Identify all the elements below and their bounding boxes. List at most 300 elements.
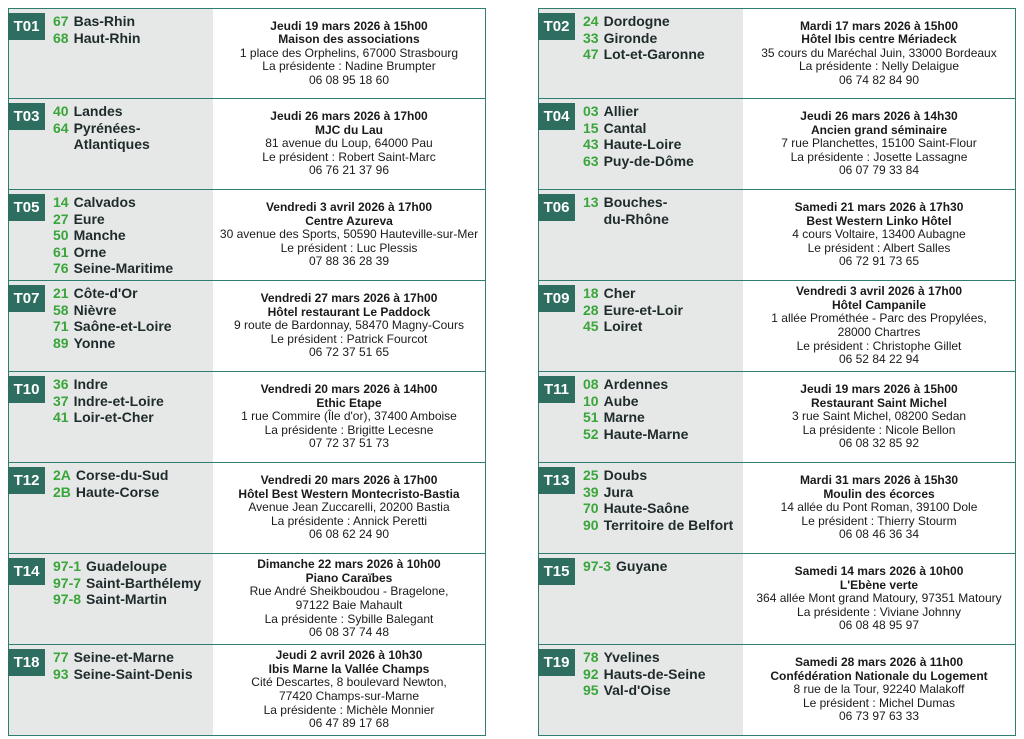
- meeting-details: [213, 99, 485, 189]
- venue-name: L'Ebène verte: [839, 577, 919, 592]
- department-item: [53, 393, 213, 410]
- department-name: Loir-et-Cher: [73, 409, 154, 425]
- venue-address: 8 rue de la Tour, 92240 Malakoff: [793, 682, 965, 697]
- department-number: 97-1: [53, 558, 82, 574]
- meeting-card-t10: [8, 372, 486, 463]
- department-name: Calvados: [73, 194, 136, 210]
- department-item: [583, 153, 743, 170]
- department-number: 28: [583, 301, 599, 318]
- meeting-card-t11: [538, 372, 1016, 463]
- meeting-card-t05: [8, 190, 486, 281]
- territory-code-badge: T09: [538, 285, 575, 312]
- territory-code-badge: T01: [8, 13, 45, 40]
- department-name: Haut-Rhin: [73, 29, 141, 46]
- contact-phone: 06 47 89 17 68: [308, 716, 390, 731]
- venue-name: Confédération Nationale du Logement: [770, 668, 988, 683]
- department-item: [53, 244, 213, 261]
- contact-phone: 06 08 95 18 60: [308, 72, 390, 87]
- department-item: [583, 318, 743, 335]
- venue-name: Hôtel Ibis centre Mériadeck: [801, 32, 957, 47]
- territory-code-badge: T04: [538, 103, 575, 130]
- meeting-card-t19: [538, 645, 1016, 736]
- contact-person: La présidente : Michèle Monnier: [263, 702, 435, 717]
- territory-code-badge: T07: [8, 285, 45, 312]
- department-list: [583, 376, 743, 442]
- department-number: 10: [583, 392, 599, 409]
- department-item: [53, 285, 213, 302]
- venue-name: Centre Azureva: [305, 213, 393, 228]
- meeting-date: Jeudi 19 mars 2026 à 15h00: [800, 382, 958, 397]
- meeting-date: Vendredi 20 mars 2026 à 17h00: [260, 473, 438, 488]
- contact-person: Le président : Christophe Gillet: [796, 338, 962, 353]
- meeting-card-t03: [8, 99, 486, 190]
- department-number: 41: [53, 409, 69, 425]
- contact-phone: 06 72 91 73 65: [838, 254, 920, 269]
- department-item: [583, 484, 743, 501]
- contact-person: La présidente : Sybille Balegant: [264, 611, 434, 626]
- department-list: [53, 649, 213, 682]
- meeting-date: Jeudi 2 avril 2026 à 10h30: [275, 648, 423, 663]
- department-item: [53, 103, 213, 120]
- meeting-details: [213, 463, 485, 553]
- department-name: Guyane: [616, 558, 668, 574]
- department-list: [53, 285, 213, 351]
- department-item: [53, 666, 213, 683]
- department-item: [53, 649, 213, 666]
- territory-code-badge: T12: [8, 467, 45, 494]
- venue-address: 7 rue Planchettes, 15100 Saint-Flour: [781, 136, 977, 151]
- department-item: [53, 260, 213, 277]
- meeting-details: [743, 372, 1015, 462]
- department-name: Aube: [603, 392, 639, 409]
- department-number: 43: [583, 136, 599, 152]
- department-item: [583, 666, 743, 683]
- venue-address: 9 route de Bardonnay, 58470 Magny-Cours: [234, 318, 464, 333]
- contact-person: La présidente : Nicole Bellon: [802, 422, 956, 437]
- territory-code-badge: T06: [538, 194, 575, 221]
- territory-panel: [9, 99, 213, 189]
- department-name: Cantal: [603, 119, 647, 136]
- department-name: Haute-Saône: [603, 500, 690, 516]
- territory-code-badge: T19: [538, 649, 575, 676]
- contact-person: La présidente : Viviane Johnny: [797, 604, 961, 619]
- contact-phone: 07 88 36 28 39: [308, 254, 390, 269]
- department-item: [583, 46, 743, 63]
- venue-address: 14 allée du Pont Roman, 39100 Dole: [780, 500, 978, 515]
- department-item: [583, 649, 743, 666]
- venue-name: Best Western Linko Hôtel: [806, 213, 952, 228]
- department-name: Puy-de-Dôme: [603, 152, 694, 169]
- department-item: [583, 376, 743, 393]
- venue-name: Hôtel Best Western Montecristo-Bastia: [238, 486, 460, 501]
- venue-name: Maison des associations: [278, 32, 420, 47]
- department-item: [583, 103, 743, 120]
- contact-phone: 06 08 37 74 48: [308, 625, 390, 640]
- department-list: [583, 649, 743, 699]
- department-number: 89: [53, 334, 69, 351]
- venue-address: 97122 Baie Mahault: [295, 598, 403, 612]
- department-name: Côte-d'Or: [73, 285, 138, 301]
- meeting-date: Mardi 31 mars 2026 à 15h30: [799, 473, 959, 488]
- territory-panel: [9, 281, 213, 371]
- venue-name: Hôtel restaurant Le Paddock: [267, 304, 431, 319]
- venue-name: Ancien grand séminaire: [810, 122, 948, 137]
- department-name: Loiret: [603, 318, 643, 334]
- department-item: [583, 194, 743, 227]
- territory-panel: [539, 463, 743, 553]
- meeting-card-t12: [8, 463, 486, 554]
- department-item: [583, 136, 743, 153]
- meeting-date: Samedi 14 mars 2026 à 10h00: [794, 564, 964, 579]
- contact-phone: 06 73 97 63 33: [838, 709, 920, 724]
- territory-panel: [539, 281, 743, 371]
- department-item: [53, 120, 213, 153]
- department-item: [583, 409, 743, 426]
- meeting-details: [743, 190, 1015, 280]
- department-name: Bouches- du-Rhône: [603, 194, 669, 227]
- department-number: 47: [583, 46, 599, 62]
- territory-panel: [9, 645, 213, 735]
- department-number: 24: [583, 13, 599, 29]
- department-name: Indre: [73, 376, 108, 392]
- left-column: [8, 8, 486, 736]
- meeting-details: [213, 645, 485, 735]
- department-name: Haute-Corse: [75, 483, 160, 500]
- department-name: Doubs: [603, 467, 648, 483]
- contact-phone: 06 07 79 33 84: [838, 163, 920, 178]
- department-number: 2B: [53, 483, 71, 500]
- venue-name: Piano Caraïbes: [305, 570, 393, 585]
- meeting-details: [213, 372, 485, 462]
- department-name: Orne: [73, 243, 107, 260]
- meeting-date: Jeudi 26 mars 2026 à 14h30: [800, 109, 958, 124]
- department-item: [53, 302, 213, 319]
- department-number: 64: [53, 119, 69, 136]
- territory-panel: [539, 372, 743, 462]
- department-list: [53, 376, 213, 426]
- department-number: 37: [53, 392, 69, 409]
- meeting-card-t14: [8, 554, 486, 645]
- meeting-card-t18: [8, 645, 486, 736]
- territory-code-badge: T13: [538, 467, 575, 494]
- territory-panel: [9, 9, 213, 98]
- department-name: Territoire de Belfort: [603, 516, 734, 533]
- department-number: 58: [53, 301, 69, 318]
- department-name: Saône-et-Loire: [73, 318, 172, 334]
- territory-code-badge: T14: [8, 558, 45, 585]
- department-name: Yvelines: [603, 649, 660, 665]
- venue-address: 3 rue Saint Michel, 08200 Sedan: [791, 409, 967, 424]
- territory-panel: [9, 554, 213, 644]
- department-item: [53, 376, 213, 393]
- contact-person: La présidente : Nelly Delaigue: [798, 59, 960, 74]
- department-name: Allier: [603, 103, 639, 119]
- department-list: [583, 558, 743, 575]
- department-name: Val-d'Oise: [603, 682, 671, 698]
- department-item: [583, 120, 743, 137]
- department-name: Haute-Loire: [603, 136, 682, 152]
- meeting-date: Vendredi 20 mars 2026 à 14h00: [260, 382, 438, 397]
- venue-name: MJC du Lau: [315, 122, 383, 137]
- venue-address: 81 avenue du Loup, 64000 Pau: [265, 136, 433, 151]
- department-number: 39: [583, 483, 599, 500]
- territory-panel: [9, 463, 213, 553]
- territory-code-badge: T05: [8, 194, 45, 221]
- department-item: [53, 409, 213, 426]
- territory-code-badge: T18: [8, 649, 45, 676]
- department-list: [53, 558, 213, 608]
- department-number: 15: [583, 119, 599, 136]
- department-number: 51: [583, 409, 599, 425]
- department-number: 45: [583, 318, 599, 334]
- contact-person: La présidente : Nadine Brumpter: [262, 59, 436, 74]
- territory-code-badge: T03: [8, 103, 45, 130]
- contact-phone: 06 08 46 36 34: [838, 527, 920, 542]
- meeting-details: [213, 554, 485, 644]
- meeting-details: [213, 281, 485, 371]
- department-number: 97-7: [53, 574, 82, 591]
- department-number: 52: [583, 425, 599, 442]
- department-name: Dordogne: [603, 13, 670, 29]
- meeting-details: [743, 9, 1015, 98]
- department-name: Eure-et-Loir: [603, 301, 683, 318]
- meeting-card-t02: [538, 8, 1016, 99]
- department-number: 14: [53, 194, 69, 210]
- department-item: [583, 13, 743, 30]
- contact-person: Le président : Luc Plessis: [280, 240, 418, 255]
- department-number: 90: [583, 516, 599, 533]
- venue-address: 35 cours du Maréchal Juin, 33000 Bordeaux: [761, 45, 997, 60]
- department-name: Pyrénées- Atlantiques: [73, 119, 150, 152]
- department-number: 33: [583, 29, 599, 46]
- contact-phone: 06 08 62 24 90: [308, 527, 390, 542]
- department-item: [583, 558, 743, 575]
- department-name: Eure: [73, 210, 105, 227]
- department-number: 70: [583, 500, 599, 516]
- department-name: Seine-Saint-Denis: [73, 665, 193, 682]
- territory-panel: [539, 9, 743, 98]
- department-item: [583, 517, 743, 534]
- contact-phone: 06 52 84 22 94: [838, 352, 920, 367]
- department-name: Seine-et-Marne: [73, 649, 174, 665]
- department-name: Haute-Marne: [603, 425, 689, 442]
- venue-address: Rue André Sheikboudou - Bragelone,: [249, 584, 449, 599]
- venue-address: Cité Descartes, 8 boulevard Newton,: [251, 675, 447, 690]
- department-list: [53, 467, 213, 500]
- department-number: 68: [53, 29, 69, 46]
- department-name: Jura: [603, 483, 634, 500]
- venue-address: 28000 Chartres: [837, 325, 921, 339]
- department-number: 25: [583, 467, 599, 483]
- department-number: 93: [53, 665, 69, 682]
- meeting-details: [743, 99, 1015, 189]
- meeting-date: Vendredi 27 mars 2026 à 17h00: [260, 291, 438, 306]
- department-name: Ardennes: [603, 376, 669, 392]
- department-name: Hauts-de-Seine: [603, 665, 706, 682]
- meeting-card-t01: [8, 8, 486, 99]
- department-name: Yonne: [73, 334, 116, 351]
- department-number: 71: [53, 318, 69, 334]
- meeting-date: Dimanche 22 mars 2026 à 10h00: [257, 557, 441, 572]
- department-item: [53, 484, 213, 501]
- department-number: 76: [53, 260, 69, 276]
- territory-code-badge: T10: [8, 376, 45, 403]
- meeting-card-t13: [538, 463, 1016, 554]
- venue-address: 1 rue Commire (Île d'or), 37400 Amboise: [241, 409, 457, 424]
- contact-person: Le président : Patrick Fourcot: [270, 331, 428, 346]
- department-item: [53, 211, 213, 228]
- department-item: [583, 467, 743, 484]
- department-name: Marne: [603, 409, 645, 425]
- territory-panel: [539, 99, 743, 189]
- department-number: 21: [53, 285, 69, 301]
- department-item: [53, 558, 213, 575]
- department-item: [53, 13, 213, 30]
- meeting-date: Jeudi 19 mars 2026 à 15h00: [270, 18, 428, 33]
- department-number: 77: [53, 649, 69, 665]
- department-item: [53, 591, 213, 608]
- department-list: [583, 194, 743, 227]
- meeting-card-t06: [538, 190, 1016, 281]
- department-number: 08: [583, 376, 599, 392]
- department-name: Manche: [73, 227, 126, 243]
- department-list: [583, 103, 743, 169]
- venue-address: 30 avenue des Sports, 50590 Hauteville-sur-Mer: [219, 227, 479, 242]
- department-item: [53, 227, 213, 244]
- meeting-card-t09: [538, 281, 1016, 372]
- meeting-details: [743, 645, 1015, 735]
- venue-address: Avenue Jean Zuccarelli, 20200 Bastia: [248, 500, 450, 515]
- department-number: 36: [53, 376, 69, 392]
- department-name: Gironde: [603, 29, 658, 46]
- department-number: 63: [583, 152, 599, 169]
- department-number: 95: [583, 682, 599, 698]
- territory-panel: [539, 645, 743, 735]
- department-item: [583, 30, 743, 47]
- meeting-details: [743, 281, 1015, 371]
- department-item: [583, 500, 743, 517]
- department-name: Landes: [73, 103, 123, 119]
- meeting-card-t15: [538, 554, 1016, 645]
- territory-panel: [539, 190, 743, 280]
- territory-code-badge: T11: [538, 376, 575, 403]
- department-name: Nièvre: [73, 301, 117, 318]
- department-name: Cher: [603, 285, 636, 301]
- department-item: [583, 285, 743, 302]
- right-column: [538, 8, 1016, 736]
- department-number: 97-8: [53, 591, 82, 607]
- department-name: Saint-Martin: [86, 591, 167, 607]
- meeting-date: Jeudi 26 mars 2026 à 17h00: [270, 109, 428, 124]
- department-name: Bas-Rhin: [73, 13, 136, 29]
- department-name: Lot-et-Garonne: [603, 46, 705, 62]
- department-item: [53, 575, 213, 592]
- contact-person: La présidente : Annick Peretti: [270, 513, 428, 528]
- meeting-card-t07: [8, 281, 486, 372]
- meeting-date: Vendredi 3 avril 2026 à 17h00: [265, 200, 433, 215]
- contact-phone: 06 08 32 85 92: [838, 436, 920, 451]
- meeting-details: [213, 9, 485, 98]
- meeting-date: Vendredi 3 avril 2026 à 17h00: [795, 284, 963, 299]
- department-list: [583, 285, 743, 335]
- contact-phone: 07 72 37 51 73: [308, 436, 390, 451]
- department-item: [583, 682, 743, 699]
- department-list: [583, 13, 743, 63]
- meeting-details: [743, 463, 1015, 553]
- department-number: 92: [583, 665, 599, 682]
- department-number: 03: [583, 103, 599, 119]
- meeting-date: Mardi 17 mars 2026 à 15h00: [799, 18, 959, 33]
- department-number: 2A: [53, 467, 71, 483]
- contact-phone: 06 72 37 51 65: [308, 345, 390, 360]
- venue-address: 4 cours Voltaire, 13400 Aubagne: [792, 227, 966, 242]
- venue-name: Moulin des écorces: [823, 486, 935, 501]
- venue-name: Hôtel Campanile: [831, 297, 927, 312]
- territory-panel: [539, 554, 743, 644]
- department-number: 78: [583, 649, 599, 665]
- meeting-date: Samedi 21 mars 2026 à 17h30: [794, 200, 964, 215]
- department-item: [583, 426, 743, 443]
- venue-address: 1 allée Prométhée - Parc des Propylées,: [771, 311, 987, 326]
- territory-code-badge: T15: [538, 558, 575, 585]
- department-item: [53, 318, 213, 335]
- venue-name: Ethic Etape: [316, 395, 382, 410]
- territory-code-badge: T02: [538, 13, 575, 40]
- contact-phone: 06 76 21 37 96: [308, 163, 390, 178]
- department-number: 61: [53, 243, 69, 260]
- contact-person: Le président : Michel Dumas: [802, 695, 956, 710]
- meeting-details: [213, 190, 485, 280]
- department-name: Seine-Maritime: [73, 260, 174, 276]
- department-item: [53, 467, 213, 484]
- department-item: [53, 30, 213, 47]
- department-number: 18: [583, 285, 599, 301]
- meeting-details: [743, 554, 1015, 644]
- department-list: [53, 194, 213, 277]
- venue-name: Restaurant Saint Michel: [810, 395, 948, 410]
- department-item: [53, 335, 213, 352]
- department-list: [583, 467, 743, 533]
- department-list: [53, 13, 213, 46]
- venue-address: 364 allée Mont grand Matoury, 97351 Matoury: [756, 591, 1002, 606]
- venue-address: 1 place des Orphelins, 67000 Strasbourg: [239, 45, 459, 60]
- venue-address: 77420 Champs-sur-Marne: [278, 689, 420, 703]
- department-item: [583, 302, 743, 319]
- department-name: Saint-Barthélemy: [86, 574, 202, 591]
- department-number: 50: [53, 227, 69, 243]
- contact-person: Le président : Thierry Stourm: [801, 513, 957, 528]
- contact-phone: 06 74 82 84 90: [838, 72, 920, 87]
- territory-panel: [9, 190, 213, 280]
- department-item: [53, 194, 213, 211]
- department-number: 67: [53, 13, 69, 29]
- department-name: Corse-du-Sud: [75, 467, 169, 483]
- department-item: [583, 393, 743, 410]
- venue-name: Ibis Marne la Vallée Champs: [268, 661, 430, 676]
- meeting-date: Samedi 28 mars 2026 à 11h00: [794, 655, 964, 670]
- department-name: Indre-et-Loire: [73, 392, 164, 409]
- department-name: Guadeloupe: [86, 558, 167, 574]
- department-number: 40: [53, 103, 69, 119]
- department-number: 97-3: [583, 558, 612, 574]
- department-list: [53, 103, 213, 153]
- department-number: 27: [53, 210, 69, 227]
- contact-phone: 06 08 48 95 97: [838, 618, 920, 633]
- territory-panel: [9, 372, 213, 462]
- contact-person: La présidente : Josette Lassagne: [790, 149, 968, 164]
- contact-person: Le président : Robert Saint-Marc: [262, 149, 436, 164]
- meeting-card-t04: [538, 99, 1016, 190]
